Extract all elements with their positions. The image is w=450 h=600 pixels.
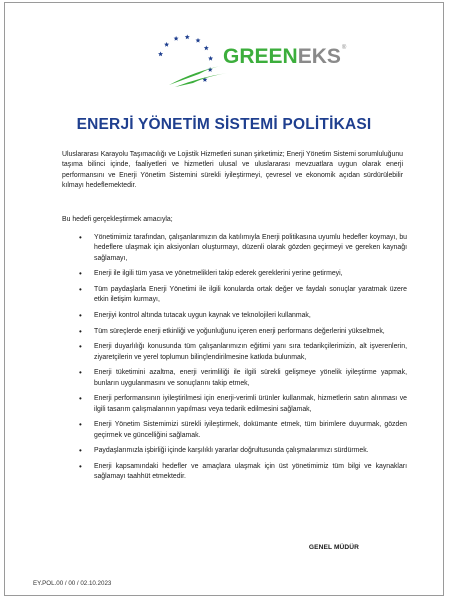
bullet-dot-icon: • bbox=[79, 342, 82, 352]
bullet-text: Enerji duyarlılığı konusunda tüm çalışanlarımızın eğitimi yanı sıra tedarikçilerimizin, alt işverenlerin, ziyaretçilerin ve yerel toplumun bilinçlendirilmesine katkıda bulunmak, bbox=[94, 343, 407, 361]
bullet-dot-icon: • bbox=[79, 420, 82, 430]
policy-bullet-item bbox=[62, 420, 407, 441]
bullet-text: Enerjiyi kontrol altında tutacak uygun kaynak ve teknolojileri kullanmak, bbox=[94, 311, 311, 319]
bullet-text: Paydaşlarımızla işbirliği içinde karşılıklı yararlar doğrultusunda çalışmalarımızı sürdürmek. bbox=[94, 447, 369, 455]
intro-paragraph: Uluslararası Karayolu Taşımacılığı ve Lojistik Hizmetleri sunan şirketimiz; Enerji Yönetim Sistemi sorumluluğunu taşıma bilinci içinde, faaliyetleri ve hizmetleri ulusal ve uluslararası mevzuatlara uygun olarak enerji performansını ve Enerji Yönetim Sistemini sürekli iyileştirmeyi, çevresel ve ekonomik açıdan sürdürülebilir kılmayı hedeflemektedir. bbox=[62, 151, 403, 189]
policy-bullet-item bbox=[62, 446, 407, 456]
logo-registered-mark: ® bbox=[341, 45, 347, 51]
policy-bullet-list bbox=[62, 233, 407, 488]
bullet-text: Enerji Yönetim Sistemimizi sürekli iyileştirmek, dokümante etmek, tüm birimlere duyurmak, gözden geçirmek ve güncelliğini sağlamak. bbox=[94, 421, 407, 439]
document-title: ENERJİ YÖNETİM SİSTEMİ POLİTİKASI bbox=[76, 116, 372, 133]
bullet-dot-icon: • bbox=[79, 461, 82, 471]
bullet-dot-icon: • bbox=[79, 233, 82, 242]
policy-bullet-item bbox=[62, 311, 407, 321]
logo-wordmark-green: GREEN bbox=[223, 45, 298, 68]
bullet-text: Enerji tüketimini azaltma, enerji verimliliği ile ilgili sürekli gelişmeye yönelik iyileştirme yapmak, bunların uygulanmasını ve sonuçlarını takip etmek, bbox=[94, 369, 407, 387]
bullet-dot-icon: • bbox=[79, 284, 82, 294]
signature-title: GENEL MÜDÜR bbox=[308, 544, 359, 551]
bullet-text: Enerji kapsamındaki hedefler ve amaçlara ulaşmak için üst yönetimimiz tüm bilgi ve kaynakları sağlamayı taahhüt etmektedir. bbox=[94, 462, 407, 481]
bullet-dot-icon: • bbox=[79, 394, 82, 404]
policy-bullet-item bbox=[62, 462, 407, 483]
greeneks-logo bbox=[155, 27, 347, 91]
logo-star-icon bbox=[196, 38, 201, 43]
document-code: EY.POL.00 / 00 / 02.10.2023 bbox=[33, 580, 112, 587]
logo-star-icon bbox=[204, 45, 209, 50]
logo-star-icon bbox=[174, 36, 179, 41]
policy-bullet-item bbox=[62, 394, 407, 415]
bullet-dot-icon: • bbox=[79, 368, 82, 378]
bullet-dot-icon: • bbox=[79, 446, 82, 456]
logo-star-icon bbox=[185, 35, 190, 40]
logo-star-icon bbox=[208, 56, 213, 61]
bullet-text: Yönetimimiz tarafından, çalışanlarımızın da katılımıyla Enerji politikasına uyumlu hedefler koymayı, bu hedeflere ulaşmak için aksiyonları oluşturmayı, düzenli olarak gözden geçirmeyi ve gereken kaynağı sağlamayı, bbox=[94, 234, 407, 262]
policy-bullet-item bbox=[62, 342, 407, 363]
bullet-dot-icon: • bbox=[79, 269, 82, 279]
logo-swoosh-tail bbox=[175, 73, 227, 87]
logo-star-icon bbox=[158, 52, 163, 57]
bullet-text: Tüm paydaşlarla Enerji Yönetimi ile ilgili konularda ortak değer ve faydalı sonuçlar yaratmak üzere etkin iletişim kurmayı, bbox=[94, 285, 407, 304]
policy-bullet-item bbox=[62, 368, 407, 389]
policy-bullet-item bbox=[62, 233, 407, 264]
logo-wordmark-gray: EKS bbox=[297, 45, 341, 68]
policy-bullet-item bbox=[62, 285, 407, 306]
bullet-text: Enerji performansının iyileştirilmesi için enerji-verimli ürünler kullanmak, hizmetlerin satın alınması ve ilgili tasarım çalışmalarının yapılması veya tedarik edilmesini sağlamak, bbox=[94, 395, 407, 413]
policy-bullet-item bbox=[62, 327, 407, 337]
bullet-text: Enerji ile ilgili tüm yasa ve yönetmelikleri takip ederek gereklerini yerine getirmeyi, bbox=[94, 270, 343, 278]
logo-stars bbox=[158, 35, 213, 82]
policy-bullet-item bbox=[62, 269, 407, 279]
logo-star-icon bbox=[164, 42, 169, 47]
bullet-dot-icon: • bbox=[79, 310, 82, 320]
bullet-text: Tüm süreçlerde enerji etkinliği ve yoğunluğunu içeren enerji performans değerlerini yükseltmek, bbox=[94, 327, 385, 335]
policy-document-page bbox=[4, 2, 444, 596]
lead-sentence: Bu hedefi gerçekleştirmek amacıyla; bbox=[62, 216, 173, 223]
bullet-dot-icon: • bbox=[79, 326, 82, 336]
